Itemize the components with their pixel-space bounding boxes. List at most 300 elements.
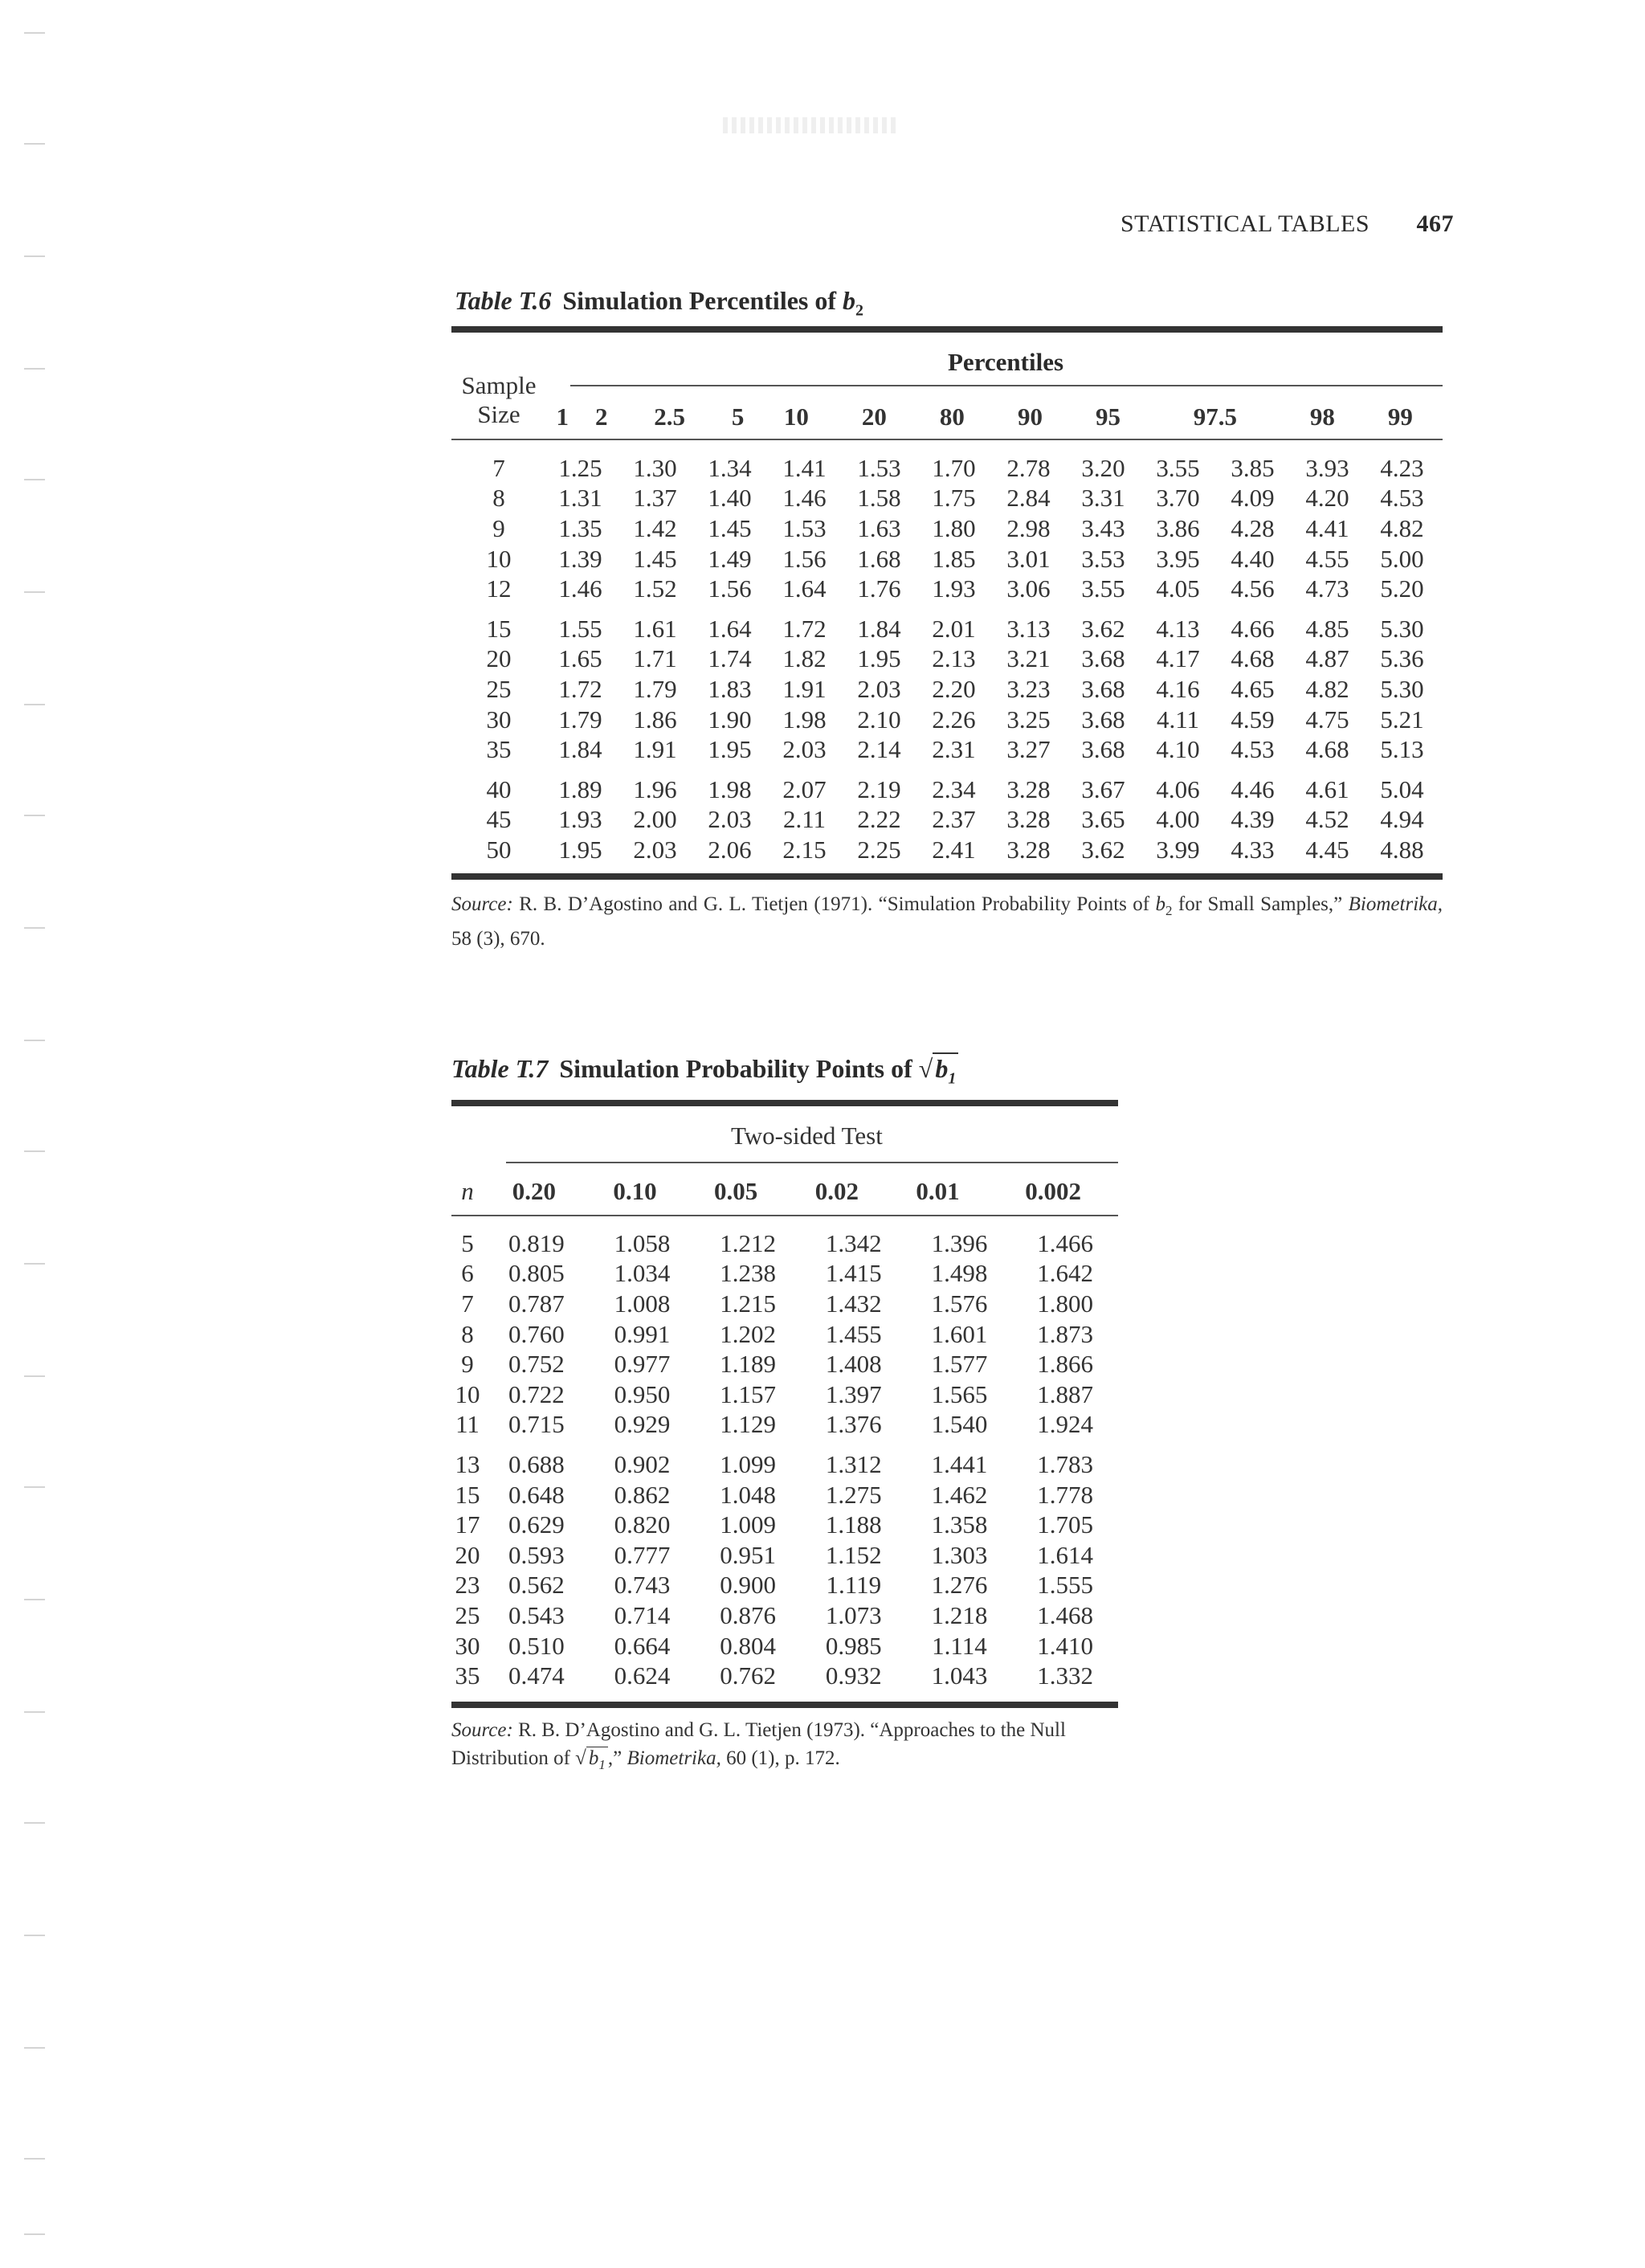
t7-col-head: 0.02 <box>814 1176 859 1205</box>
t6-value-cell: 3.99 <box>1156 835 1200 864</box>
t6-value-cell: 3.13 <box>1006 614 1051 643</box>
t6-col-head: 95 <box>1095 402 1120 431</box>
t6-value-cell: 4.16 <box>1156 674 1200 703</box>
t7-size-cell: 11 <box>455 1410 480 1439</box>
t6-value-cell: 2.26 <box>932 705 976 734</box>
t6-value-cell: 3.67 <box>1081 774 1125 803</box>
t6-value-cell: 1.91 <box>782 674 827 703</box>
t7-value-cell: 1.332 <box>1037 1661 1094 1690</box>
t7-value-cell: 1.303 <box>931 1540 988 1569</box>
t6-value-cell: 3.01 <box>1006 544 1051 573</box>
t7-value-cell: 1.873 <box>1037 1319 1094 1348</box>
t6-value-cell: 1.71 <box>633 644 677 673</box>
t6-value-cell: 1.72 <box>558 674 602 703</box>
t6-value-cell: 3.95 <box>1156 544 1200 573</box>
t6-value-cell: 1.64 <box>708 614 752 643</box>
t6-value-cell: 3.31 <box>1081 484 1125 513</box>
t7-size-cell: 17 <box>455 1510 480 1539</box>
t6-value-cell: 2.20 <box>932 674 976 703</box>
t7-value-cell: 1.043 <box>931 1661 988 1690</box>
t7-value-cell: 0.819 <box>508 1228 565 1257</box>
t6-source-subscript: 2 <box>1165 903 1173 918</box>
t6-value-cell: 2.11 <box>782 805 827 834</box>
t6-value-cell: 4.56 <box>1231 574 1275 603</box>
t6-label: Table T.6 <box>455 286 552 315</box>
t6-size-cell: 7 <box>492 453 505 482</box>
t6-value-cell: 3.62 <box>1081 835 1125 864</box>
t7-value-cell: 1.189 <box>720 1350 777 1379</box>
t6-value-cell: 4.53 <box>1380 484 1424 513</box>
t6-col-head: 90 <box>1017 402 1043 431</box>
t7-value-cell: 1.866 <box>1037 1350 1094 1379</box>
t6-value-cell: 4.46 <box>1231 774 1275 803</box>
t7-col-head: 0.10 <box>613 1176 657 1205</box>
t6-value-cell: 4.33 <box>1231 835 1275 864</box>
t6-value-cell: 1.55 <box>558 614 602 643</box>
t6-value-cell: 1.95 <box>857 644 901 673</box>
t7-group-rule <box>506 1162 1118 1163</box>
t6-value-cell: 5.30 <box>1380 674 1424 703</box>
t6-value-cell: 2.31 <box>932 735 976 764</box>
t7-table-row <box>451 1379 1118 1410</box>
t6-col-head: 97.5 <box>1193 402 1238 431</box>
t6-source-text2: for Small Samples,” <box>1172 893 1349 915</box>
t6-size-cell: 30 <box>486 705 512 734</box>
t6-value-cell: 1.82 <box>782 644 827 673</box>
t6-col-head: 80 <box>939 402 965 431</box>
t6-source-symbol: b <box>1155 893 1165 915</box>
t7-value-cell: 1.408 <box>825 1350 882 1379</box>
t6-value-cell: 1.30 <box>633 453 677 482</box>
t6-value-cell: 4.00 <box>1156 805 1200 834</box>
t7-table-row <box>451 1228 1118 1259</box>
t7-source-sqrt: √ $b_1$ <box>575 1744 608 1779</box>
t7-value-cell: 1.099 <box>720 1449 777 1478</box>
t6-value-cell: 4.94 <box>1380 805 1424 834</box>
t7-value-cell: 0.991 <box>614 1319 671 1348</box>
t6-group-rule <box>570 385 1443 386</box>
t7-size-cell: 15 <box>455 1480 480 1509</box>
t6-value-cell: 2.03 <box>633 835 677 864</box>
t6-value-cell: 4.88 <box>1380 835 1424 864</box>
t6-size-cell: 10 <box>486 544 512 573</box>
t7-table-row <box>451 1540 1118 1571</box>
t7-value-cell: 0.787 <box>508 1289 565 1318</box>
t6-col-head: 1 <box>556 402 569 431</box>
t7-value-cell: 1.577 <box>931 1350 988 1379</box>
t7-size-cell: 9 <box>461 1350 474 1379</box>
t7-source-text2: ,” <box>607 1747 627 1769</box>
t6-value-cell: 1.52 <box>633 574 677 603</box>
t7-value-cell: 0.805 <box>508 1259 565 1288</box>
t6-value-cell: 1.96 <box>633 774 677 803</box>
t7-value-cell: 1.887 <box>1037 1379 1094 1408</box>
t7-value-cell: 1.397 <box>825 1379 882 1408</box>
t6-value-cell: 1.89 <box>558 774 602 803</box>
t7-table-row <box>451 1349 1118 1379</box>
t6-value-cell: 4.45 <box>1305 835 1349 864</box>
t7-value-cell: 1.276 <box>931 1571 988 1600</box>
t7-value-cell: 1.188 <box>825 1510 882 1539</box>
t7-value-cell: 1.058 <box>614 1228 671 1257</box>
t6-value-cell: 1.39 <box>558 544 602 573</box>
t6-value-cell: 1.74 <box>708 644 752 673</box>
t7-value-cell: 1.462 <box>931 1480 988 1509</box>
t6-size-cell: 45 <box>486 805 512 834</box>
t6-table-row <box>455 705 1439 735</box>
t7-source-note <box>451 1716 1118 1779</box>
t6-value-cell: 2.15 <box>782 835 827 864</box>
t7-size-cell: 23 <box>455 1571 480 1600</box>
t6-table-row <box>455 513 1439 544</box>
t7-value-cell: 1.924 <box>1037 1410 1094 1439</box>
t6-value-cell: 4.75 <box>1305 705 1349 734</box>
t6-source-text: R. B. D’Agostino and G. L. Tietjen (1971). “Simulation Probability Points of <box>512 893 1156 915</box>
t7-value-cell: 0.562 <box>508 1571 565 1600</box>
t6-value-cell: 5.00 <box>1380 544 1424 573</box>
t7-size-cell: 35 <box>455 1661 480 1690</box>
t7-size-cell: 20 <box>455 1540 480 1569</box>
t7-value-cell: 1.540 <box>931 1410 988 1439</box>
t6-value-cell: 4.68 <box>1231 644 1275 673</box>
t7-value-cell: 0.722 <box>508 1379 565 1408</box>
t7-value-cell: 1.358 <box>931 1510 988 1539</box>
t6-value-cell: 2.78 <box>1006 453 1051 482</box>
section-title: STATISTICAL TABLES <box>1120 210 1370 237</box>
t7-value-cell: 0.648 <box>508 1480 565 1509</box>
t7-value-cell: 1.129 <box>720 1410 777 1439</box>
t6-value-cell: 2.03 <box>857 674 901 703</box>
t6-top-rule <box>451 326 1443 333</box>
t7-table-row <box>451 1480 1118 1510</box>
t6-value-cell: 3.53 <box>1081 544 1125 573</box>
t6-value-cell: 1.45 <box>708 513 752 542</box>
t7-value-cell: 1.073 <box>825 1600 882 1629</box>
t6-size-cell: 50 <box>486 835 512 864</box>
t6-value-cell: 4.17 <box>1156 644 1200 673</box>
t6-value-cell: 1.61 <box>633 614 677 643</box>
t7-title-symbol: b <box>935 1054 949 1083</box>
t6-value-cell: 3.65 <box>1081 805 1125 834</box>
t7-value-cell: 1.215 <box>720 1289 777 1318</box>
t7-value-cell: 0.932 <box>825 1661 882 1690</box>
t6-value-cell: 1.68 <box>857 544 901 573</box>
t6-table-row <box>455 734 1439 765</box>
t6-value-cell: 3.25 <box>1006 705 1051 734</box>
t6-value-cell: 1.63 <box>857 513 901 542</box>
t7-value-cell: 0.977 <box>614 1350 671 1379</box>
t6-value-cell: 3.86 <box>1156 513 1200 542</box>
t7-value-cell: 0.743 <box>614 1571 671 1600</box>
t7-size-cell: 13 <box>455 1449 480 1478</box>
t6-table-body <box>455 453 1439 865</box>
running-header <box>1120 210 1454 238</box>
t6-table-row <box>455 805 1439 836</box>
t6-value-cell: 3.68 <box>1081 644 1125 673</box>
t6-value-cell: 3.28 <box>1006 774 1051 803</box>
t6-value-cell: 1.95 <box>708 735 752 764</box>
t7-value-cell: 1.441 <box>931 1449 988 1478</box>
t6-value-cell: 1.37 <box>633 484 677 513</box>
t6-value-cell: 5.36 <box>1380 644 1424 673</box>
t6-value-cell: 2.01 <box>932 614 976 643</box>
t7-table-row <box>451 1571 1118 1601</box>
t7-table-row <box>451 1440 1118 1480</box>
t7-value-cell: 1.455 <box>825 1319 882 1348</box>
t7-value-cell: 1.800 <box>1037 1289 1094 1318</box>
t6-value-cell: 1.45 <box>633 544 677 573</box>
t6-value-cell: 1.25 <box>558 453 602 482</box>
t7-value-cell: 1.048 <box>720 1480 777 1509</box>
t6-table-row <box>455 544 1439 574</box>
t6-value-cell: 5.13 <box>1380 735 1424 764</box>
t6-value-cell: 1.98 <box>782 705 827 734</box>
t6-table-row <box>455 835 1439 865</box>
t6-table-row <box>455 574 1439 604</box>
t6-value-cell: 1.35 <box>558 513 602 542</box>
t6-value-cell: 1.79 <box>558 705 602 734</box>
t6-value-cell: 4.09 <box>1231 484 1275 513</box>
t7-source-label: Source: <box>451 1719 513 1741</box>
t6-value-cell: 2.25 <box>857 835 901 864</box>
t6-value-cell: 1.41 <box>782 453 827 482</box>
t7-value-cell: 1.157 <box>720 1379 777 1408</box>
t6-value-cell: 3.43 <box>1081 513 1125 542</box>
t6-source-label: Source: <box>451 893 513 915</box>
t6-value-cell: 2.19 <box>857 774 901 803</box>
t7-value-cell: 1.705 <box>1037 1510 1094 1539</box>
t6-value-cell: 4.20 <box>1305 484 1349 513</box>
t6-value-cell: 4.59 <box>1231 705 1275 734</box>
t6-value-cell: 5.20 <box>1380 574 1424 603</box>
t7-value-cell: 1.498 <box>931 1259 988 1288</box>
t6-value-cell: 4.65 <box>1231 674 1275 703</box>
t7-value-cell: 0.629 <box>508 1510 565 1539</box>
t6-value-cell: 4.73 <box>1305 574 1349 603</box>
t6-value-cell: 5.30 <box>1380 614 1424 643</box>
t7-value-cell: 0.951 <box>720 1540 777 1569</box>
t7-value-cell: 0.474 <box>508 1661 565 1690</box>
t6-value-cell: 1.91 <box>633 735 677 764</box>
t7-source-symbol: b <box>588 1747 599 1769</box>
t7-source-text3: 60 (1), p. 172. <box>720 1747 840 1769</box>
t7-caption <box>451 1054 958 1088</box>
t6-value-cell: 4.13 <box>1156 614 1200 643</box>
t6-size-cell: 8 <box>492 484 505 513</box>
t7-value-cell: 0.929 <box>614 1410 671 1439</box>
t6-value-cell: 1.98 <box>708 774 752 803</box>
t6-source-text3: 58 (3), 670. <box>451 928 545 950</box>
t7-size-cell: 25 <box>455 1600 480 1629</box>
t6-first-col-head <box>455 402 543 432</box>
t6-value-cell: 4.52 <box>1305 805 1349 834</box>
t6-group-heading: Percentiles <box>948 348 1064 376</box>
t7-value-cell: 0.664 <box>614 1631 671 1660</box>
t7-value-cell: 1.614 <box>1037 1540 1094 1569</box>
t7-value-cell: 0.752 <box>508 1350 565 1379</box>
t6-value-cell: 1.79 <box>633 674 677 703</box>
t6-header-row <box>455 402 1439 432</box>
t6-value-cell: 3.93 <box>1305 453 1349 482</box>
t6-title: Simulation Percentiles of <box>562 286 843 315</box>
t7-first-col-head: n <box>461 1176 474 1205</box>
t6-size-cell: 20 <box>486 644 512 673</box>
t6-value-cell: 2.22 <box>857 805 901 834</box>
t6-source-journal: Biometrika, <box>1348 893 1443 915</box>
t7-table-row <box>451 1600 1118 1631</box>
t7-value-cell: 1.275 <box>825 1480 882 1509</box>
t6-caption <box>455 286 863 320</box>
t7-value-cell: 1.783 <box>1037 1449 1094 1478</box>
t7-value-cell: 1.009 <box>720 1510 777 1539</box>
t7-value-cell: 1.152 <box>825 1540 882 1569</box>
t6-value-cell: 3.23 <box>1006 674 1051 703</box>
t6-value-cell: 3.62 <box>1081 614 1125 643</box>
t7-value-cell: 1.576 <box>931 1289 988 1318</box>
t6-col-head: 5 <box>731 402 745 431</box>
t7-sqrt-symbol: $√b_1$ <box>919 1054 959 1088</box>
t7-value-cell: 1.410 <box>1037 1631 1094 1660</box>
t6-value-cell: 4.61 <box>1305 774 1349 803</box>
t7-size-cell: 5 <box>461 1228 474 1257</box>
t6-value-cell: 5.04 <box>1380 774 1424 803</box>
t7-value-cell: 0.862 <box>614 1480 671 1509</box>
t6-title-symbol: b <box>843 286 856 315</box>
t6-value-cell: 2.37 <box>932 805 976 834</box>
t7-col-head: 0.05 <box>714 1176 758 1205</box>
t6-title-subscript: 2 <box>855 301 864 320</box>
t6-value-cell: 4.28 <box>1231 513 1275 542</box>
t7-value-cell: 1.034 <box>614 1259 671 1288</box>
t6-value-cell: 1.93 <box>558 805 602 834</box>
t7-table-row <box>451 1631 1118 1661</box>
t7-value-cell: 1.415 <box>825 1259 882 1288</box>
t6-value-cell: 4.53 <box>1231 735 1275 764</box>
t6-value-cell: 1.53 <box>782 513 827 542</box>
t6-col-head: 98 <box>1309 402 1335 431</box>
t7-source-text: R. B. D’Agostino and G. L. Tietjen (1973). “Approaches to the Null Distribution of <box>451 1719 1066 1769</box>
t6-table-row <box>455 453 1439 484</box>
t7-value-cell: 1.466 <box>1037 1228 1094 1257</box>
t6-value-cell: 3.70 <box>1156 484 1200 513</box>
t7-title-subscript: 1 <box>948 1069 957 1088</box>
t7-value-cell: 0.510 <box>508 1631 565 1660</box>
t6-value-cell: 2.34 <box>932 774 976 803</box>
t7-value-cell: 1.432 <box>825 1289 882 1318</box>
t6-value-cell: 2.98 <box>1006 513 1051 542</box>
t6-value-cell: 4.11 <box>1156 705 1200 734</box>
t6-value-cell: 3.85 <box>1231 453 1275 482</box>
t7-title: Simulation Probability Points of <box>559 1054 919 1083</box>
t6-value-cell: 3.28 <box>1006 835 1051 864</box>
t7-value-cell: 1.008 <box>614 1289 671 1318</box>
t7-size-cell: 30 <box>455 1631 480 1660</box>
t6-table-row <box>455 644 1439 675</box>
t6-header-rule <box>451 439 1443 440</box>
page-number: 467 <box>1416 210 1454 237</box>
t6-value-cell: 2.41 <box>932 835 976 864</box>
t7-value-cell: 0.876 <box>720 1600 777 1629</box>
t6-value-cell: 1.75 <box>932 484 976 513</box>
t7-value-cell: 0.950 <box>614 1379 671 1408</box>
t6-value-cell: 2.07 <box>782 774 827 803</box>
t7-table-row <box>451 1289 1118 1319</box>
t6-value-cell: 1.49 <box>708 544 752 573</box>
t6-value-cell: 2.84 <box>1006 484 1051 513</box>
t6-value-cell: 1.56 <box>782 544 827 573</box>
t6-value-cell: 1.34 <box>708 453 752 482</box>
t6-table-row <box>455 765 1439 805</box>
t7-value-cell: 1.468 <box>1037 1600 1094 1629</box>
t7-value-cell: 0.900 <box>720 1571 777 1600</box>
t7-value-cell: 0.714 <box>614 1600 671 1629</box>
t7-value-cell: 0.688 <box>508 1449 565 1478</box>
t6-bottom-rule <box>451 873 1443 880</box>
t7-table-row <box>451 1410 1118 1440</box>
t7-value-cell: 1.601 <box>931 1319 988 1348</box>
t7-value-cell: 1.376 <box>825 1410 882 1439</box>
t6-col-head: 2 <box>595 402 608 431</box>
t6-table-row <box>455 484 1439 514</box>
t6-value-cell: 4.05 <box>1156 574 1200 603</box>
t7-source-journal: Biometrika, <box>627 1747 721 1769</box>
t7-value-cell: 1.555 <box>1037 1571 1094 1600</box>
t6-value-cell: 4.40 <box>1231 544 1275 573</box>
t6-value-cell: 1.53 <box>857 453 901 482</box>
t7-header-rule <box>451 1215 1118 1216</box>
scan-artifact <box>723 117 900 133</box>
t6-value-cell: 1.40 <box>708 484 752 513</box>
t6-value-cell: 5.21 <box>1380 705 1424 734</box>
t7-size-cell: 7 <box>461 1289 474 1318</box>
t6-value-cell: 3.55 <box>1156 453 1200 482</box>
t7-value-cell: 1.238 <box>720 1259 777 1288</box>
t7-value-cell: 0.820 <box>614 1510 671 1539</box>
t6-value-cell: 2.06 <box>708 835 752 864</box>
t6-value-cell: 4.66 <box>1231 614 1275 643</box>
t7-value-cell: 1.396 <box>931 1228 988 1257</box>
t6-value-cell: 4.87 <box>1305 644 1349 673</box>
t6-value-cell: 1.76 <box>857 574 901 603</box>
t6-value-cell: 1.84 <box>857 614 901 643</box>
t6-value-cell: 1.46 <box>782 484 827 513</box>
t6-value-cell: 2.00 <box>633 805 677 834</box>
t7-header-row <box>451 1176 1118 1207</box>
t7-table-row <box>451 1510 1118 1540</box>
t7-table-body <box>451 1228 1118 1691</box>
t7-value-cell: 0.593 <box>508 1540 565 1569</box>
t6-value-cell: 1.86 <box>633 705 677 734</box>
t6-value-cell: 1.84 <box>558 735 602 764</box>
t6-value-cell: 1.31 <box>558 484 602 513</box>
t6-size-cell: 9 <box>492 513 505 542</box>
t7-value-cell: 1.342 <box>825 1228 882 1257</box>
t6-value-cell: 2.10 <box>857 705 901 734</box>
t7-value-cell: 1.114 <box>932 1631 987 1660</box>
t6-size-cell: 25 <box>486 674 512 703</box>
t6-row-heading-line2: Size <box>477 400 520 428</box>
t6-col-head: 10 <box>783 402 809 431</box>
t6-table-row <box>455 604 1439 644</box>
t6-value-cell: 4.06 <box>1156 774 1200 803</box>
t7-group-heading: Two-sided Test <box>731 1122 883 1150</box>
t6-value-cell: 1.72 <box>782 614 827 643</box>
t7-value-cell: 1.778 <box>1037 1480 1094 1509</box>
t6-value-cell: 3.28 <box>1006 805 1051 834</box>
t6-value-cell: 3.21 <box>1006 644 1051 673</box>
t6-col-head: 99 <box>1387 402 1413 431</box>
t6-value-cell: 4.82 <box>1305 674 1349 703</box>
